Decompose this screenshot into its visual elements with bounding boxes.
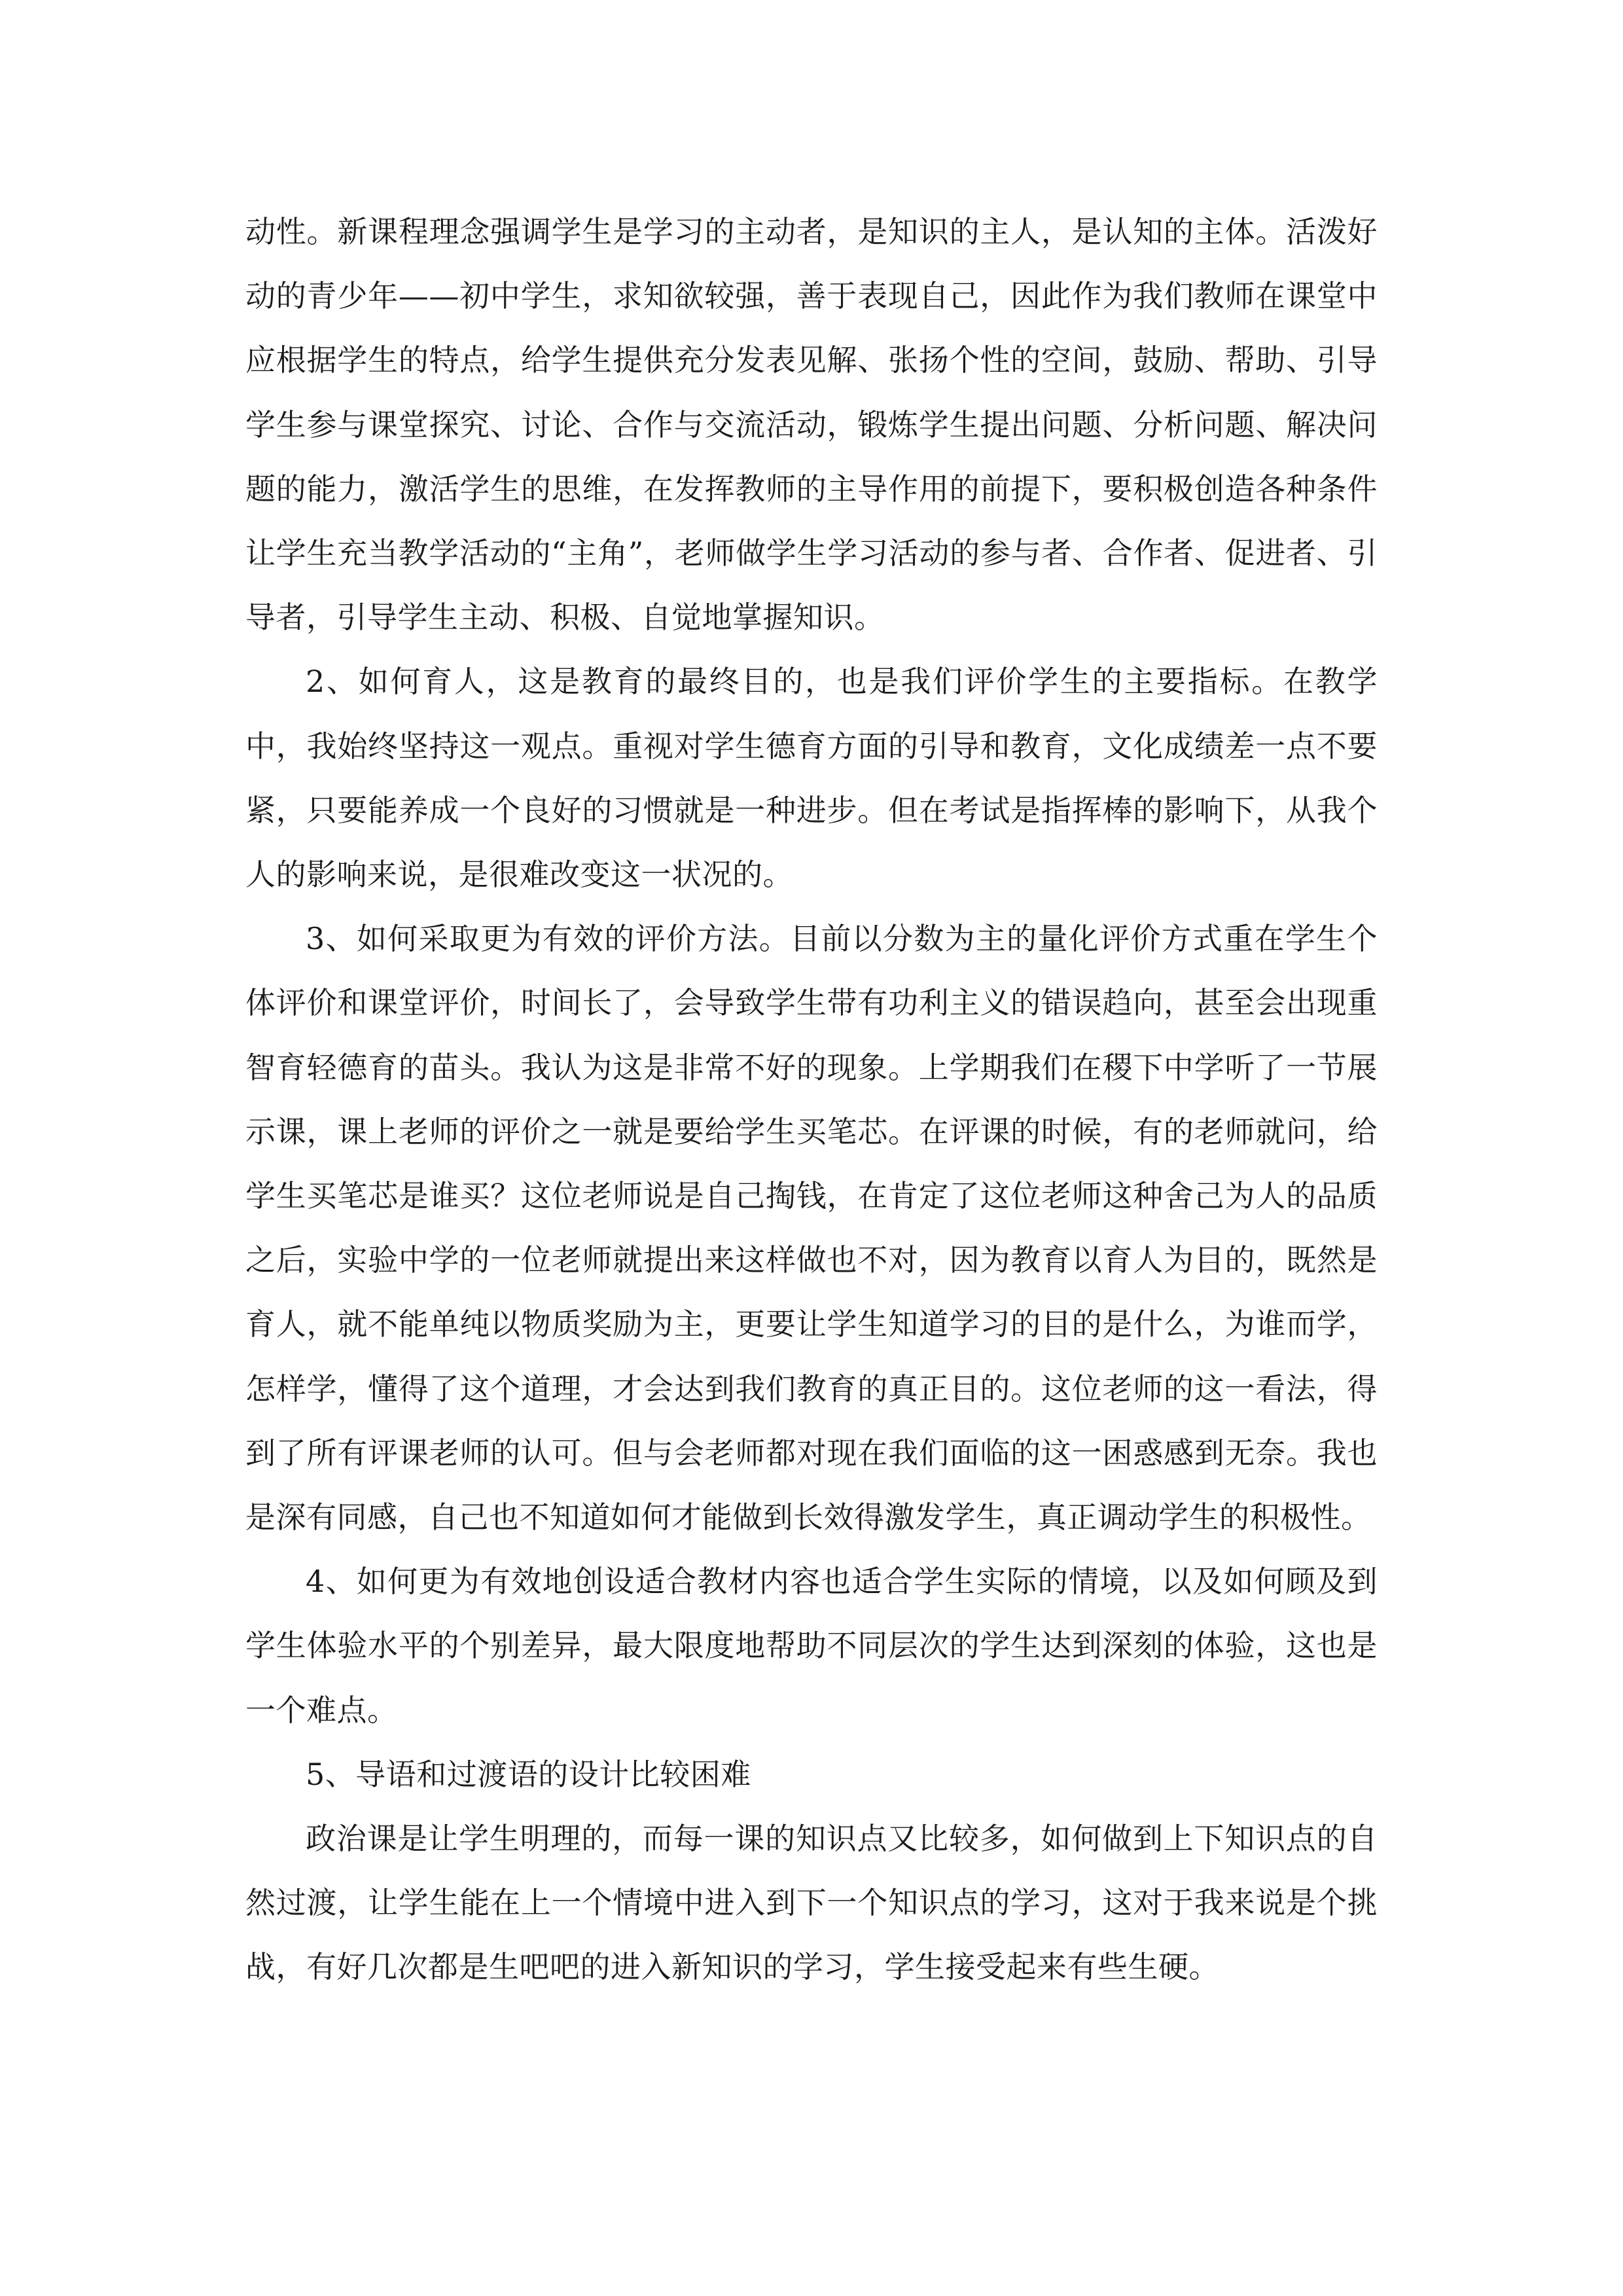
paragraph-item-4: 4、如何更为有效地创设适合教材内容也适合学生实际的情境，以及如何顾及到学生体验水平的个别差异，最大限度地帮助不同层次的学生达到深刻的体验，这也是一个难点。 — [245, 1564, 1378, 1728]
paragraph-item-5-body: 政治课是让学生明理的，而每一课的知识点又比较多，如何做到上下知识点的自然过渡，让学生能在上一个情境中进入到下一个知识点的学习，这对于我来说是个挑战，有好几次都是生吧吧的进入新知识的学习，学生接受起来有些生硬。 — [245, 1821, 1378, 1985]
document-body — [245, 200, 1378, 2000]
paragraph-item-5-heading: 5、导语和过渡语的设计比较困难 — [306, 1756, 751, 1792]
paragraph-item-3: 3、如何采取更为有效的评价方法。目前以分数为主的量化评价方式重在学生个体评价和课堂评价，时间长了，会导致学生带有功利主义的错误趋向，甚至会出现重智育轻德育的苗头。我认为这是非常不好的现象。上学期我们在稷下中学听了一节展示课，课上老师的评价之一就是要给学生买笔芯。在评课的时候，有的老师就问，给学生买笔芯是谁买？这位老师说是自己掏钱，在肯定了这位老师这种舍己为人的品质之后，实验中学的一位老师就提出来这样做也不对，因为教育以育人为目的，既然是育人，就不能单纯以物质奖励为主，更要让学生知道学习的目的是什么，为谁而学，怎样学，懂得了这个道理，才会达到我们教育的真正目的。这位老师的这一看法，得到了所有评课老师的认可。但与会老师都对现在我们面临的这一困惑感到无奈。我也是深有同感，自己也不知道如何才能做到长效得激发学生，真正调动学生的积极性。 — [245, 921, 1378, 1535]
paragraph-item-2: 2、如何育人，这是教育的最终目的，也是我们评价学生的主要指标。在教学中，我始终坚持这一观点。重视对学生德育方面的引导和教育，文化成绩差一点不要紧，只要能养成一个良好的习惯就是一种进步。但在考试是指挥棒的影响下，从我个人的影响来说，是很难改变这一状况的。 — [245, 664, 1378, 893]
paragraph-continuation: 动性。新课程理念强调学生是学习的主动者，是知识的主人，是认知的主体。活泼好动的青少年——初中学生，求知欲较强，善于表现自己，因此作为我们教师在课堂中应根据学生的特点，给学生提供充分发表见解、张扬个性的空间，鼓励、帮助、引导学生参与课堂探究、讨论、合作与交流活动，锻炼学生提出问题、分析问题、解决问题的能力，激活学生的思维，在发挥教师的主导作用的前提下，要积极创造各种条件让学生充当教学活动的“主角”，老师做学生学习活动的参与者、合作者、促进者、引导者，引导学生主动、积极、自觉地掌握知识。 — [245, 214, 1378, 636]
